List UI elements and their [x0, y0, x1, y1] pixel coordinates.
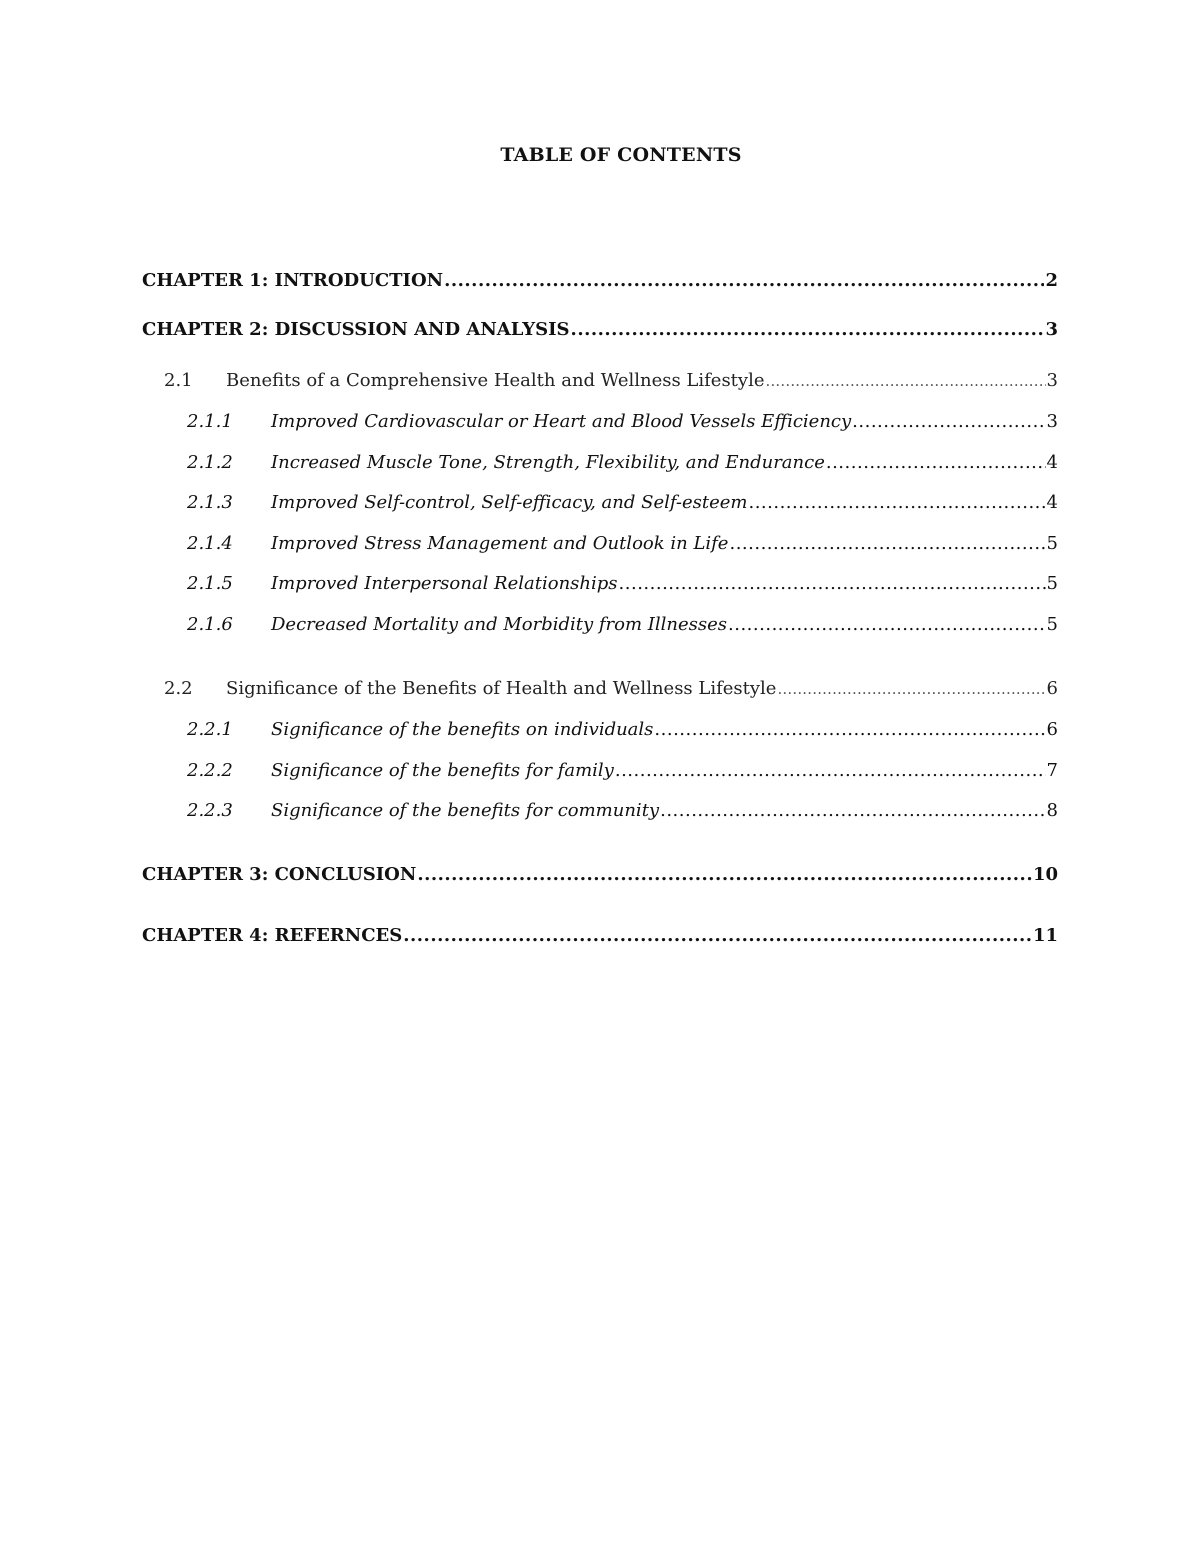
toc-entry-text: Increased Muscle Tone, Strength, Flexibility, and Endurance [271, 452, 825, 473]
dot-leader [417, 862, 1032, 888]
toc-page-number: 4 [1046, 492, 1058, 513]
toc-entry-sub-2-1-6[interactable] [142, 612, 1058, 638]
toc-page-number: 7 [1046, 760, 1058, 781]
toc-entry-section-2-1[interactable] [142, 368, 1058, 394]
toc-entry-text: Improved Self-control, Self-efficacy, and Self-esteem [271, 492, 748, 513]
toc-entry-text: Significance of the benefits on individuals [271, 719, 654, 740]
toc-entry-number: 2.1.1 [187, 411, 233, 432]
toc-entry-text: Improved Cardiovascular or Heart and Blood Vessels Efficiency [271, 411, 852, 432]
toc-entry-text: Significance of the benefits for family [271, 760, 614, 781]
toc-page-number: 11 [1032, 925, 1058, 946]
toc-entry-chapter-4[interactable] [142, 923, 1058, 949]
dot-leader [615, 758, 1046, 784]
toc-entry-chapter-1[interactable] [142, 268, 1058, 294]
toc-entry-text: Significance of the benefits for community [271, 800, 660, 821]
toc-entry-chapter-2[interactable] [142, 317, 1058, 343]
toc-entry-number: 2.2.2 [187, 760, 233, 781]
toc-page-number: 5 [1046, 614, 1058, 635]
toc-entry-sub-2-2-2[interactable] [142, 758, 1058, 784]
toc-entry-text: Benefits of a Comprehensive Health and Wellness Lifestyle [226, 370, 765, 391]
toc-entry-sub-2-1-1[interactable] [142, 409, 1058, 435]
dot-leader [654, 717, 1045, 743]
toc-entry-sub-2-1-3[interactable] [142, 490, 1058, 516]
dot-leader [777, 676, 1045, 702]
toc-page-number: 5 [1046, 573, 1058, 594]
toc-entry-sub-2-1-2[interactable] [142, 450, 1058, 476]
toc-page-number: 3 [1046, 370, 1058, 391]
toc-entry-number: 2.1.3 [187, 492, 233, 513]
dot-leader [403, 923, 1032, 949]
toc-entry-text: Improved Stress Management and Outlook in Life [271, 533, 729, 554]
toc-entry-sub-2-2-3[interactable] [142, 798, 1058, 824]
toc-entry-number: 2.1.6 [187, 614, 233, 635]
toc-entry-text: Improved Interpersonal Relationships [271, 573, 618, 594]
dot-leader [571, 317, 1045, 343]
dot-leader [444, 268, 1044, 294]
toc-entry-text: CHAPTER 1: INTRODUCTION [142, 270, 444, 291]
toc-entry-number: 2.2 [164, 678, 193, 699]
dot-leader [852, 409, 1045, 435]
toc-entry-chapter-3[interactable] [142, 862, 1058, 888]
toc-page-number: 3 [1046, 411, 1058, 432]
toc-entry-sub-2-2-1[interactable] [142, 717, 1058, 743]
dot-leader [748, 490, 1045, 516]
toc-page-number: 8 [1046, 800, 1058, 821]
toc-entry-number: 2.2.3 [187, 800, 233, 821]
toc-page-number: 2 [1045, 270, 1058, 291]
toc-entry-sub-2-1-4[interactable] [142, 531, 1058, 557]
toc-entry-number: 2.1.2 [187, 452, 233, 473]
dot-leader [729, 531, 1045, 557]
toc-title: TABLE OF CONTENTS [500, 144, 742, 166]
dot-leader [728, 612, 1046, 638]
dot-leader [619, 571, 1046, 597]
toc-entry-number: 2.1 [164, 370, 193, 391]
toc-entry-text: CHAPTER 2: DISCUSSION AND ANALYSIS [142, 319, 570, 340]
toc-page-number: 5 [1046, 533, 1058, 554]
dot-leader [660, 798, 1045, 824]
dot-leader [826, 450, 1046, 476]
toc-entry-section-2-2[interactable] [142, 676, 1058, 702]
toc-entry-number: 2.1.4 [187, 533, 233, 554]
toc-entry-sub-2-1-5[interactable] [142, 571, 1058, 597]
toc-entry-text: Decreased Mortality and Morbidity from Illnesses [271, 614, 728, 635]
toc-page-number: 3 [1045, 319, 1058, 340]
toc-page-number: 4 [1046, 452, 1058, 473]
toc-entry-number: 2.1.5 [187, 573, 233, 594]
toc-page-number: 10 [1032, 864, 1058, 885]
toc-page-number: 6 [1046, 678, 1058, 699]
toc-entry-text: CHAPTER 3: CONCLUSION [142, 864, 417, 885]
toc-page-number: 6 [1046, 719, 1058, 740]
toc-entry-text: CHAPTER 4: REFERNCES [142, 925, 403, 946]
dot-leader [766, 368, 1046, 394]
toc-entry-text: Significance of the Benefits of Health and Wellness Lifestyle [226, 678, 777, 699]
toc-entry-number: 2.2.1 [187, 719, 233, 740]
